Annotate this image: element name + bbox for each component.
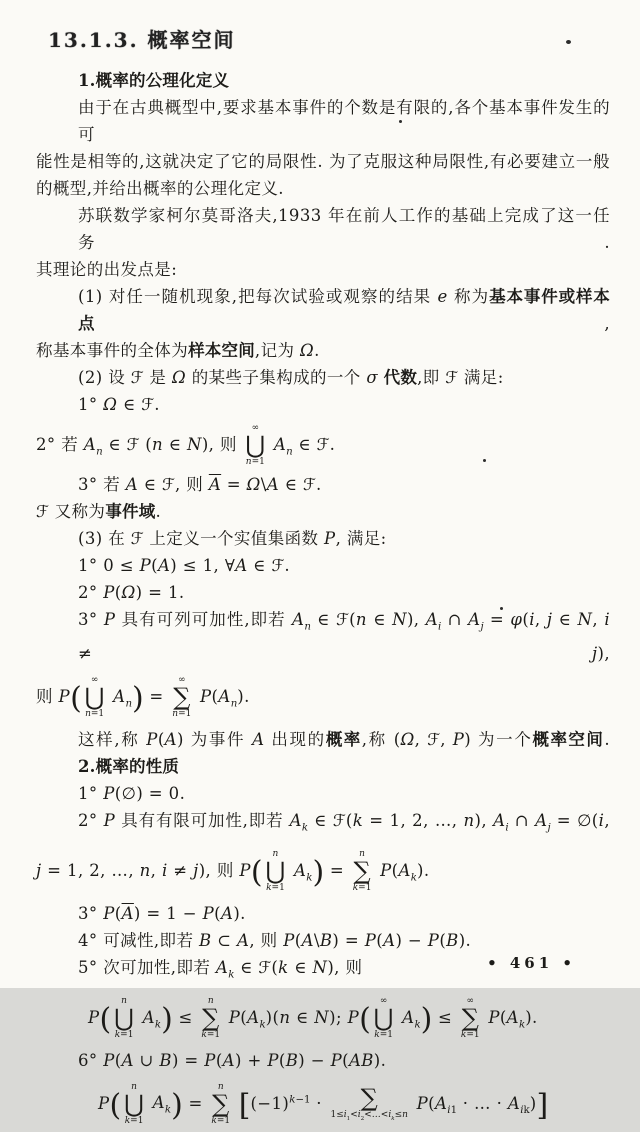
ink-speck xyxy=(566,40,571,44)
subsection-heading: 2.概率的性质 xyxy=(78,756,180,776)
text-line: 的概型,并给出概率的公理化定义. xyxy=(36,179,284,198)
property-line: 4° 可减性,即若 B ⊂ A, 则 P(A\B) = P(A) − P(B). xyxy=(78,930,472,950)
axiom-line: 3° 若 A ∈ ℱ, 则 $\overline{A}$ = Ω\A ∈ ℱ. xyxy=(78,474,322,494)
page-number: • 461 • xyxy=(487,954,576,972)
formula-line: j = 1, 2, …, n, i ≠ j), 则 P( n ⋃ k=1 $A_k$) = n ∑ k=1 $P(A_k)$. xyxy=(36,848,430,894)
text-line: (2) 设 ℱ 是 Ω 的某些子集构成的一个 σ 代数,即 ℱ 满足: xyxy=(78,368,504,387)
ink-speck xyxy=(483,459,486,462)
text-line: 其理论的出发点是: xyxy=(36,260,178,279)
formula-line: 则 P( ∞ ⋃ n=1 $A_n$) = ∞ ∑ n=1 $P(A_n)$. xyxy=(36,674,250,720)
formula-line: P( n ⋃ k=1 $A_k$) ≤ n ∑ k=1 $P(A_k)(n$ ∈ N); P( ∞ ⋃ k=1 $A_k$) ≤ ∞ ∑ k=1 $P(A_k)$. xyxy=(88,995,538,1041)
ink-speck xyxy=(399,120,402,123)
formula-line: P( n ⋃ k=1 $A_k$) = n ∑ k=1 [$(-1)^{k-1}$ · ∑ $1\le i_1<i_2<\dots<i_k\le n$ $P(A_{i1}$ · … · $A_{ik}$)] xyxy=(98,1081,549,1126)
text-line: 由于在古典概型中,要求基本事件的个数是有限的,各个基本事件发生的可 xyxy=(78,98,610,144)
property-line: 1° P(∅) = 0. xyxy=(78,783,186,803)
ink-speck xyxy=(500,607,503,610)
property-line: 6° P(A ∪ B) = P(A) + P(B) − P(AB). xyxy=(78,1050,387,1070)
property-line: 2° P 具有有限可加性,即若 $A_k$ ∈ ℱ(k = 1, 2, …, n), $A_i$ ∩ $A_j$ = ∅(i, xyxy=(78,810,610,833)
property-line: 5° 次可加性,即若 $A_k$ ∈ ℱ(k ∈ N), 则 xyxy=(78,957,363,980)
text-line: 苏联数学家柯尔莫哥洛夫,1933 年在前人工作的基础上完成了这一任务. xyxy=(78,206,610,252)
text-line: (1) 对任一随机现象,把每次试验或观察的结果 e 称为基本事件或样本点, xyxy=(78,287,610,333)
axiom-line: 2° 若 $A_n$ ∈ ℱ (n ∈ N), 则 ∞ ⋃ n=1 $A_n$ ∈ ℱ. xyxy=(36,423,336,468)
property-line: 3° $P(\overline{A}) = 1 - P(A)$. xyxy=(78,903,246,923)
text-line: 这样,称 P(A) 为事件 A 出现的概率,称 (Ω, ℱ, P) 为一个概率空间. xyxy=(78,729,610,749)
subsection-heading: 1.概率的公理化定义 xyxy=(78,71,230,90)
text-line: 能性是相等的,这就决定了它的局限性. 为了克服这种局限性,有必要建立一般 xyxy=(36,152,610,171)
text-line: ℱ 又称为事件域. xyxy=(36,501,162,521)
text-line: (3) 在 ℱ 上定义一个实值集函数 P, 满足: xyxy=(78,528,387,548)
section-title: 13.1.3. 概率空间 xyxy=(48,28,236,52)
axiom-line: 3° P 具有可列可加性,即若 $A_n$ ∈ ℱ(n ∈ N), $A_i$ ∩ $A_j = \varphi(i$, j ∈ N, i ≠ j), xyxy=(78,609,610,663)
text-line: 称基本事件的全体为样本空间,记为 Ω. xyxy=(36,341,320,360)
axiom-line: 2° P(Ω) = 1. xyxy=(78,582,185,602)
axiom-line: 1° 0 ≤ P(A) ≤ 1, ∀A ∈ ℱ. xyxy=(78,555,291,575)
axiom-line: 1° Ω ∈ ℱ. xyxy=(78,395,160,414)
